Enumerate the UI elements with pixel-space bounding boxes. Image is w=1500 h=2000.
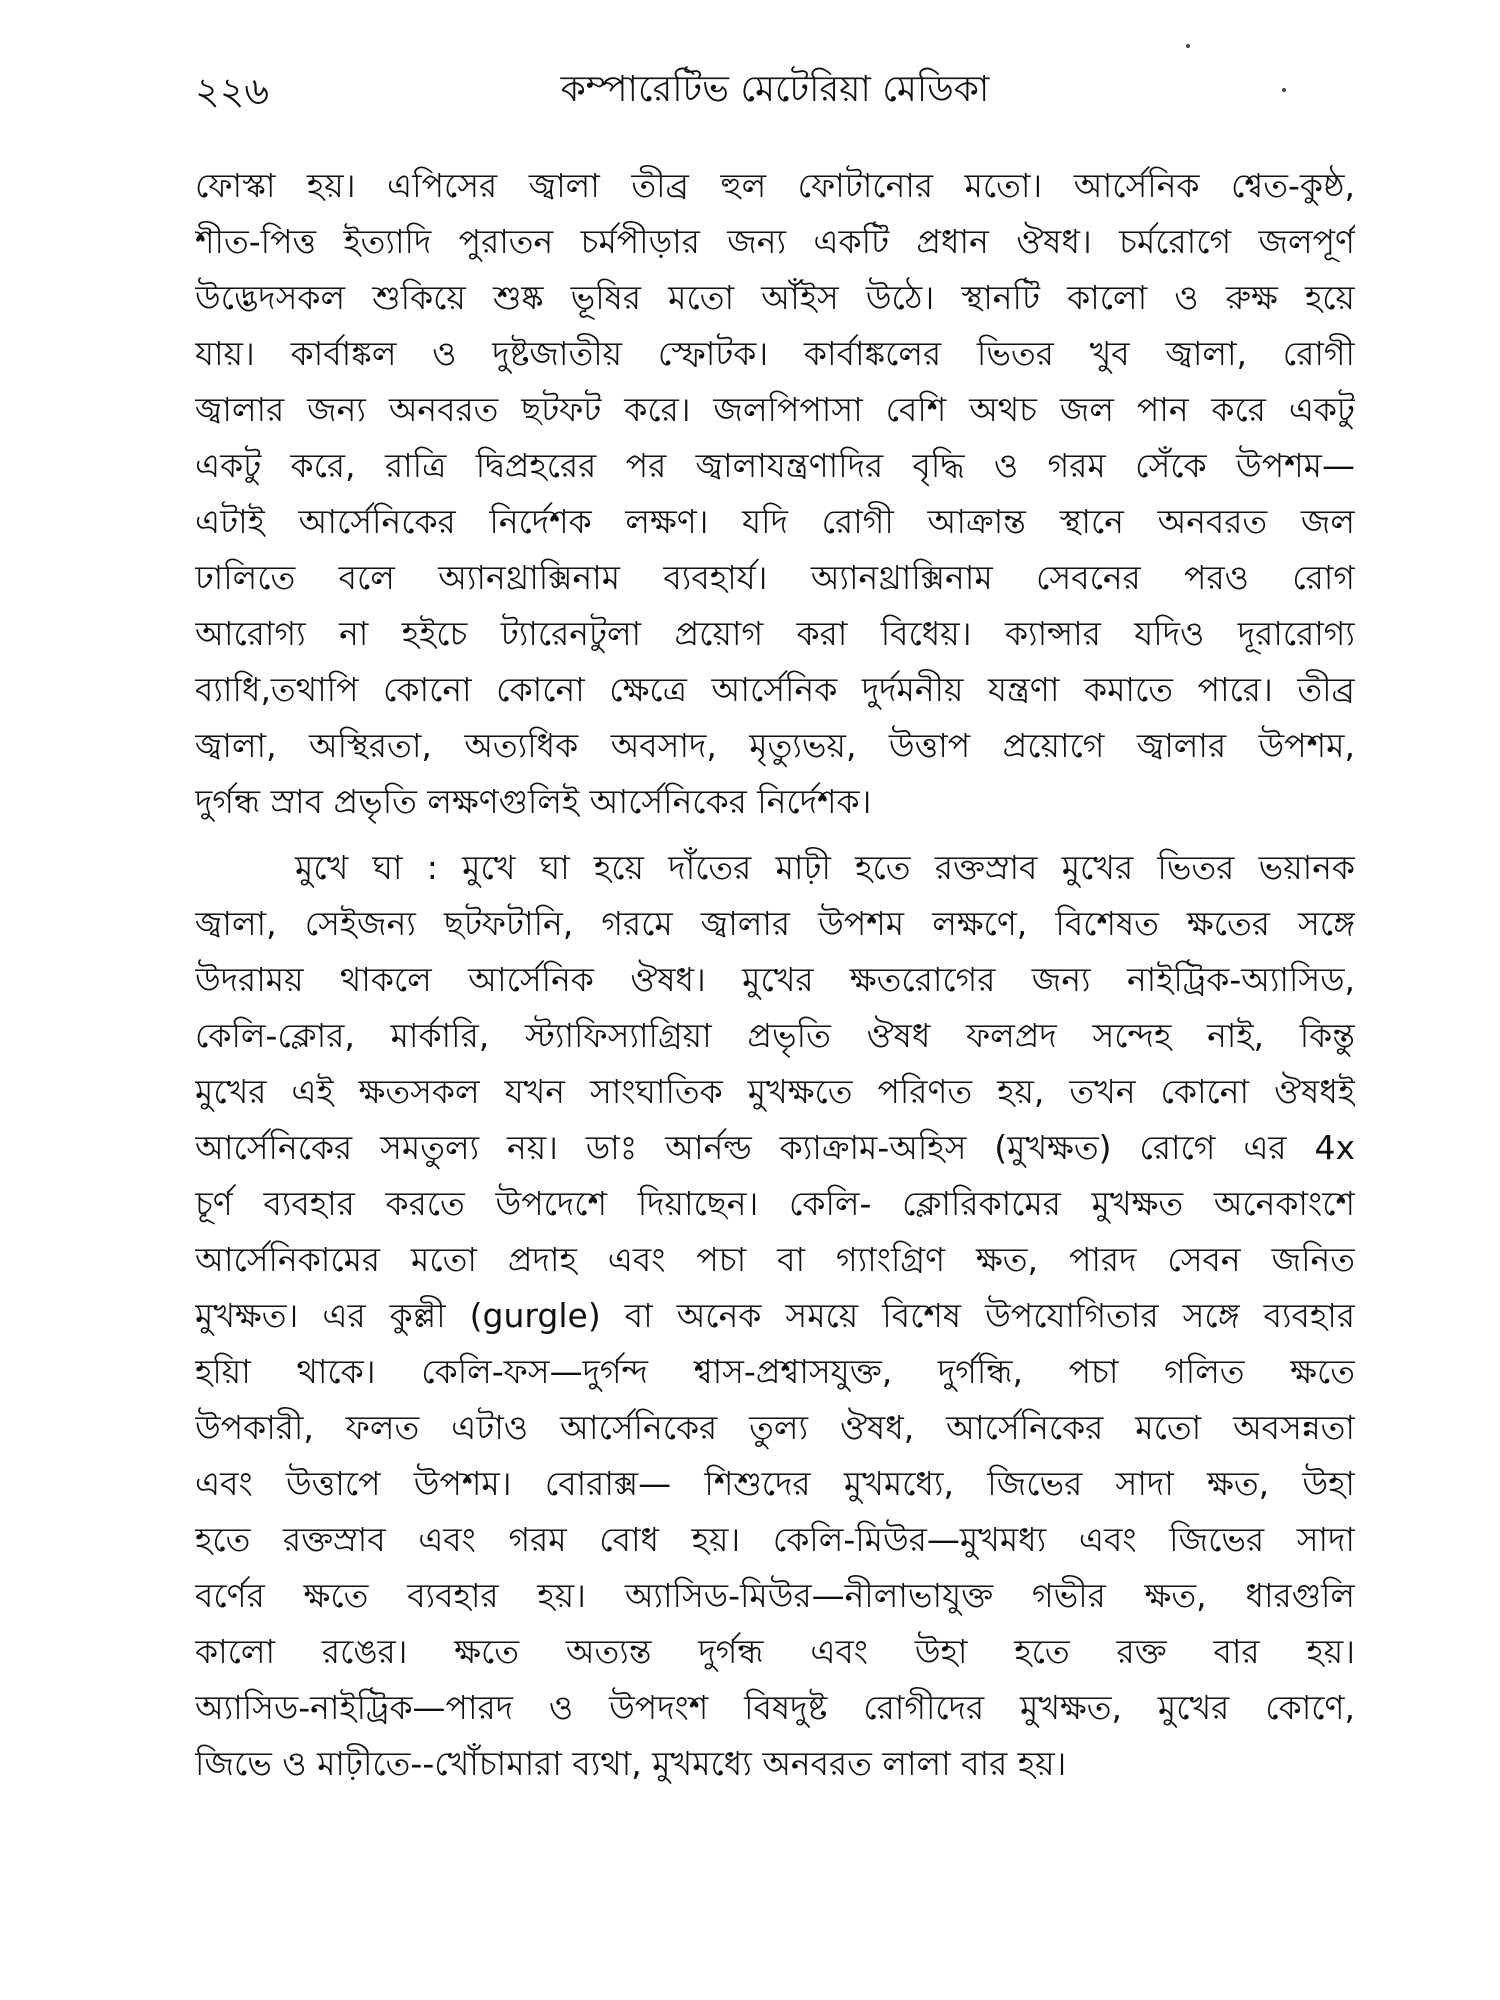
text-line: হয়িা থাকে। কেলি-ফস—দুর্গন্দ শ্বাস-প্রশ্বাসযুক্ত, দুর্গন্ধি, পচা গলিত ক্ষতে [195, 1352, 1355, 1391]
text-line: অ্যাসিড-নাইট্রিক—পারদ ও উপদংশ বিষদুষ্ট রোগীদের মুখক্ষত, মুখের কোণে, [195, 1688, 1355, 1727]
text-line: উদ্ভেদসকল শুকিয়ে শুষ্ক ভূষির মতো আঁইস উঠে। স্থানটি কালো ও রুক্ষ হয়ে [195, 278, 1355, 317]
paragraph-2 [195, 840, 1355, 1792]
text-line: উপকারী, ফলত এটাও আর্সেনিকের তুল্য ঔষধ, আর্সেনিকের মতো অবসন্নতা [195, 1408, 1355, 1447]
text-line: মুখে ঘা : মুখে ঘা হয়ে দাঁতের মাঢ়ী হতে রক্তস্রাব মুখের ভিতর ভয়ানক [295, 848, 1355, 887]
text-line: কেলি-ক্লোর, মার্কারি, স্ট্যাফিস্যাগ্রিয়া প্রভৃতি ঔষধ ফলপ্রদ সন্দেহ নাই, কিন্তু [195, 1016, 1355, 1055]
text-line: আরোগ্য না হইচে ট্যারেনটুলা প্রয়োগ করা বিধেয়। ক্যান্সার যদিও দূরারোগ্য [195, 614, 1355, 653]
text-line: ব্যাধি,তথাপি কোনো কোনো ক্ষেত্রে আর্সেনিক দুর্দমনীয় যন্ত্রণা কমাতে পারে। তীব্র [195, 670, 1355, 709]
text-line: আর্সেনিকামের মতো প্রদাহ এবং পচা বা গ্যাংগ্রিণ ক্ষত, পারদ সেবন জনিত [195, 1240, 1355, 1279]
scan-speck [1186, 44, 1190, 48]
running-title: কম্পারেটিভ মেটেরিয়া মেডিকা [560, 69, 990, 110]
text-line: একটু করে, রাত্রি দ্বিপ্রহরের পর জ্বালাযন্ত্রণাদির বৃদ্ধি ও গরম সেঁকে উপশম— [195, 446, 1355, 485]
text-line: দুর্গন্ধ স্রাব প্রভৃতি লক্ষণগুলিই আর্সেনিকের নির্দেশক। [195, 782, 872, 821]
text-line: জ্বালা, সেইজন্য ছটফটানি, গরমে জ্বালার উপশম লক্ষণে, বিশেষত ক্ষতের সঙ্গে [195, 904, 1355, 943]
text-line: জিভে ও মাঢ়ীতে--খোঁচামারা ব্যথা, মুখমধ্যে অনবরত লালা বার হয়। [195, 1744, 1067, 1783]
text-line: বর্ণের ক্ষতে ব্যবহার হয়। অ্যাসিড-মিউর—নীলাভাযুক্ত গভীর ক্ষত, ধারগুলি [195, 1576, 1355, 1615]
text-line: এবং উত্তাপে উপশম। বোরাক্স— শিশুদের মুখমধ্যে, জিভের সাদা ক্ষত, উহা [195, 1464, 1355, 1503]
text-line: কালো রঙের। ক্ষতে অত্যন্ত দুর্গন্ধ এবং উহা হতে রক্ত বার হয়। [195, 1632, 1355, 1671]
text-line: জ্বালা, অস্থিরতা, অত্যধিক অবসাদ, মৃত্যুভয়, উত্তাপ প্রয়োগে জ্বালার উপশম, [195, 726, 1355, 765]
text-line: জ্বালার জন্য অনবরত ছটফট করে। জলপিপাসা বেশি অথচ জল পান করে একটু [195, 390, 1355, 429]
body-text [195, 158, 1355, 1792]
text-line: মুখক্ষত। এর কুল্লী (gurgle) বা অনেক সময়ে বিশেষ উপযোগিতার সঙ্গে ব্যবহার [195, 1296, 1355, 1335]
text-line: আর্সেনিকের সমতুল্য নয়। ডাঃ আর্নল্ড ক্যাক্রাম-অহিস (মুখক্ষত) রোগে এর 4x [195, 1128, 1355, 1167]
page-header [195, 62, 1355, 122]
text-line: এটাই আর্সেনিকের নির্দেশক লক্ষণ। যদি রোগী আক্রান্ত স্থানে অনবরত জল [195, 502, 1355, 541]
text-line: যায়। কার্বাঙ্কল ও দুষ্টজাতীয় স্ফোটক। কার্বাঙ্কলের ভিতর খুব জ্বালা, রোগী [195, 334, 1355, 373]
text-line: হতে রক্তস্রাব এবং গরম বোধ হয়। কেলি-মিউর—মুখমধ্য এবং জিভের সাদা [195, 1520, 1355, 1559]
text-line: ফোস্কা হয়। এপিসের জ্বালা তীব্র হুল ফোটানোর মতো। আর্সেনিক শ্বেত-কুষ্ঠ, [195, 166, 1355, 205]
text-line: মুখের এই ক্ষতসকল যখন সাংঘাতিক মুখক্ষতে পরিণত হয়, তখন কোনো ঔষধই [195, 1072, 1355, 1111]
text-line: ঢালিতে বলে অ্যানথ্রাক্সিনাম ব্যবহার্য। অ্যানথ্রাক্সিনাম সেবনের পরও রোগ [195, 558, 1355, 597]
text-line: শীত-পিত্ত ইত্যাদি পুরাতন চর্মপীড়ার জন্য একটি প্রধান ঔষধ। চর্মরোগে জলপূর্ণ [195, 222, 1355, 261]
paragraph-1 [195, 158, 1355, 830]
text-line: উদরাময় থাকলে আর্সেনিক ঔষধ। মুখের ক্ষতরোগের জন্য নাইট্রিক-অ্যাসিড, [195, 960, 1355, 999]
text-line: চূর্ণ ব্যবহার করতে উপদেশে দিয়াছেন। কেলি- ক্লোরিকামের মুখক্ষত অনেকাংশে [195, 1184, 1355, 1223]
page-number: ২২৬ [195, 69, 270, 113]
